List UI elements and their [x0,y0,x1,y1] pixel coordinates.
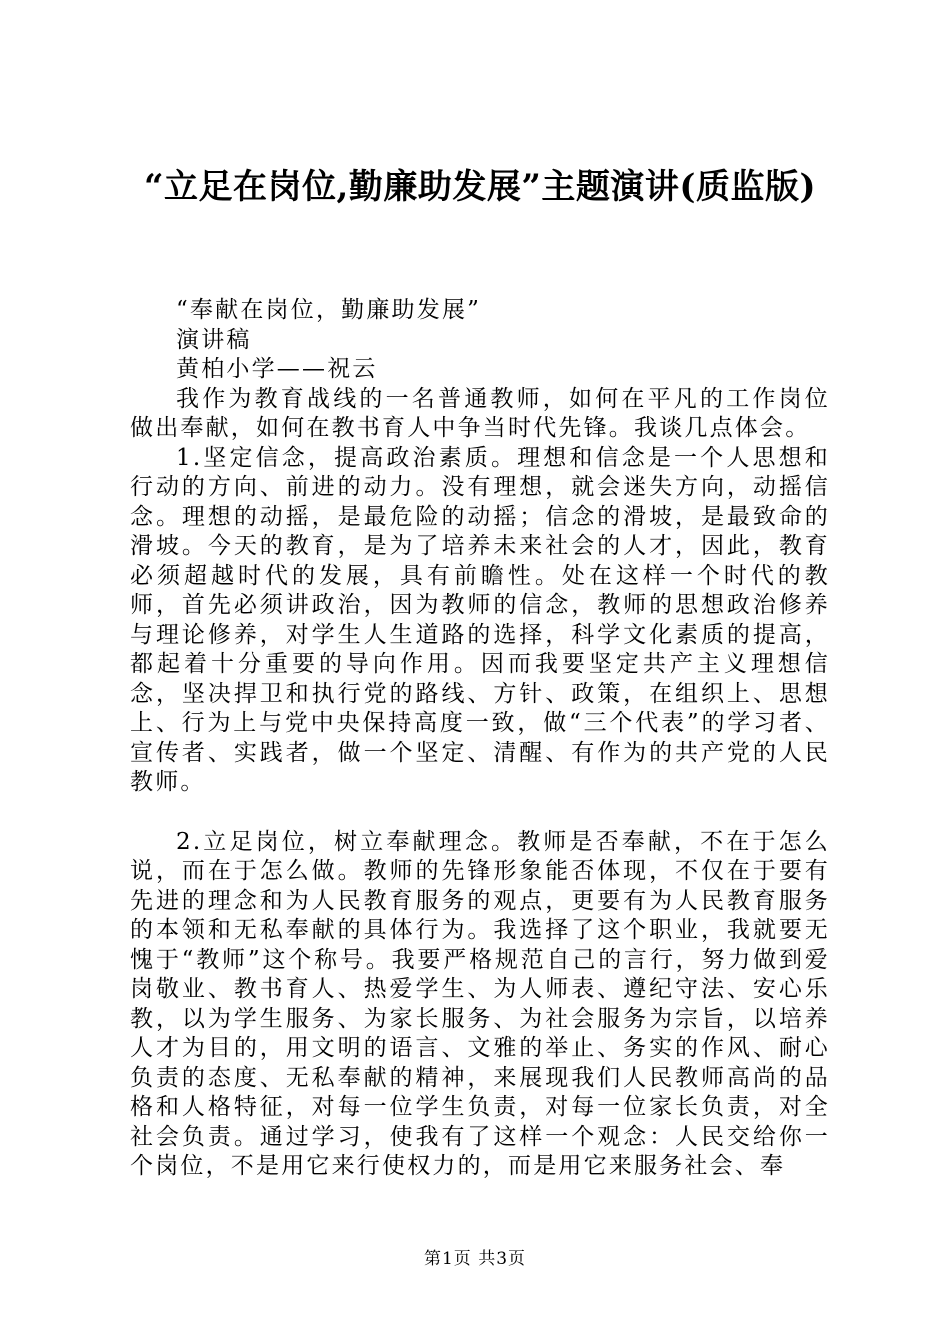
paragraph-intro: 我作为教育战线的一名普通教师，如何在平凡的工作岗位做出奉献，如何在教书育人中争当时代先锋。我谈几点体会。 [130,385,830,441]
paragraph-point-2: 2.立足岗位，树立奉献理念。教师是否奉献，不在于怎么说，而在于怎么做。教师的先锋形象能否体现，不仅在于要有先进的理念和为人民教育服务的观点，更要有为人民教育服务的本领和无私奉献的具体行为。我选择了这个职业，我就要无愧于“教师”这个称号。我要严格规范自己的言行，努力做到爱岗敬业、教书育人、热爱学生、为人师表、遵纪守法、安心乐教，以为学生服务、为家长服务、为社会服务为宗旨，以培养人才为目的，用文明的语言、文雅的举止、务实的作风、耐心负责的态度、无私奉献的精神，来展现我们人民教师高尚的品格和人格特征，对每一位学生负责，对每一位家长负责，对全社会负责。通过学习，使我有了这样一个观念：人民交给你一个岗位，不是用它来行使权力的，而是用它来服务社会、奉 [130,828,830,1179]
page-footer: 第1页 共3页 [423,1249,527,1269]
document-body [130,296,830,1182]
subtitle-line: “奉献在岗位，勤廉助发展” [176,297,482,323]
paragraph-point-1: 1.坚定信念，提高政治素质。理想和信念是一个人思想和行动的方向、前进的动力。没有理想，就会迷失方向，动摇信念。理想的动摇，是最危险的动摇；信念的滑坡，是最致命的滑坡。今天的教育，是为了培养未来社会的人才，因此，教育必须超越时代的发展，具有前瞻性。处在这样一个时代的教师，首先必须讲政治，因为教师的信念，教师的思想政治修养与理论修养，对学生人生道路的选择，科学文化素质的提高，都起着十分重要的导向作用。因而我要坚定共产主义理想信念，坚决捍卫和执行党的路线、方针、政策，在组织上、思想上、行为上与党中央保持高度一致，做“三个代表”的学习者、宣传者、实践者，做一个坚定、清醒、有作为的共产党的人民教师。 [130,444,830,795]
document-title: “立足在岗位,勤廉助发展”主题演讲(质监版) [143,167,817,207]
subtitle-line: 演讲稿 [176,326,252,353]
subtitle-line: 黄柏小学——祝云 [176,356,378,382]
